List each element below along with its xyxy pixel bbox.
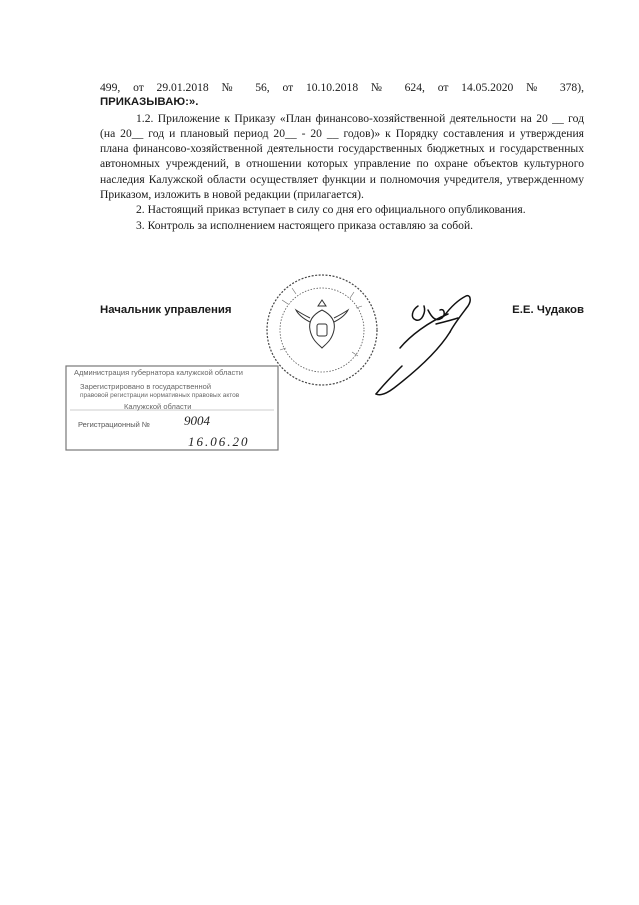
paragraph-intro-text: 499, от 29.01.2018 № 56, от 10.10.2018 № 624, от 14.05.2020 № 378),: [100, 81, 584, 94]
signatory-title: Начальник управления: [100, 304, 232, 316]
stamp-reg-label: Регистрационный №: [78, 420, 150, 429]
stamp-line-3: правовой регистрации нормативных правовых актов: [80, 392, 240, 399]
stamp-reg-number: 9004: [184, 413, 210, 428]
stamp-line-1: Администрация губернатора калужской области: [74, 368, 243, 377]
paragraph-1-2: 1.2. Приложение к Приказу «План финансово-хозяйственной деятельности на 20 __ год (на 20__ год и плановый период 20__ - 20 __ годов)» к Порядку составления и утверждения плана финансово-хозяйственной деятельности государственных бюджетных и государственных автономных учреждений, в отношении которых управление по охране объектов культурного наследия Калужской области осуществляет функции и полномочия учредителя, утвержденному Приказом, изложить в новой редакции (прилагается).: [100, 111, 584, 202]
order-word: ПРИКАЗЫВАЮ:».: [100, 96, 199, 109]
paragraph-3: 3. Контроль за исполнением настоящего приказа оставляю за собой.: [136, 218, 474, 232]
signature-row: [100, 304, 584, 322]
stamp-line-2: Зарегистрировано в государственной: [80, 382, 212, 391]
paragraph-intro: [100, 80, 584, 95]
stamp-reg-date: 16.06.20: [188, 434, 250, 449]
registration-stamp: [64, 360, 282, 454]
document-body: [100, 80, 584, 233]
paragraph-2: 2. Настоящий приказ вступает в силу со дня его официального опубликования.: [136, 203, 526, 217]
stamp-line-4: Калужской области: [124, 402, 192, 411]
signatory-name: Е.Е. Чудаков: [512, 304, 584, 316]
